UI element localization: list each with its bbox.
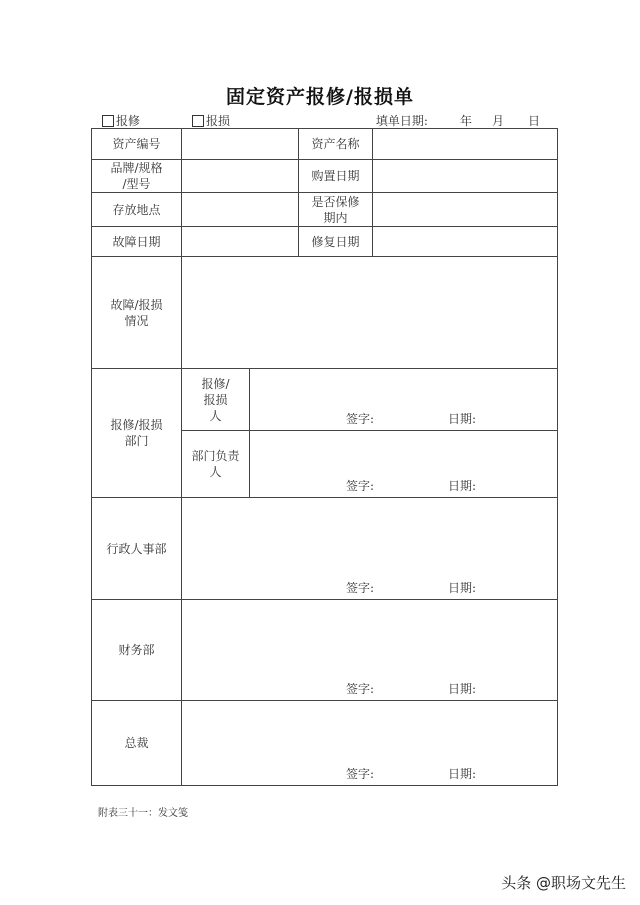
reporting-dept-label: 报修/报损 部门 (92, 369, 182, 498)
finance-signature-field[interactable] (182, 600, 558, 701)
president-label: 总裁 (92, 701, 182, 786)
fault-description-field[interactable] (182, 257, 558, 369)
asset-name-field[interactable] (373, 129, 558, 160)
asset-no-field[interactable] (182, 129, 299, 160)
asset-repair-form-table (91, 128, 558, 786)
repair-label: 报修 (116, 114, 141, 128)
location-label: 存放地点 (92, 193, 182, 227)
form-header (92, 110, 556, 128)
damage-label: 报损 (206, 114, 231, 128)
month-label: 月 (491, 114, 504, 128)
admin-hr-signature-field[interactable] (182, 498, 558, 600)
location-field[interactable] (182, 193, 299, 227)
year-label: 年 (459, 114, 472, 128)
president-signature-field[interactable] (182, 701, 558, 786)
brand-model-field[interactable] (182, 160, 299, 193)
page-title: 固定资产报修/报损单 (226, 86, 414, 108)
date-label: 日期: (448, 412, 477, 426)
asset-name-label: 资产名称 (299, 129, 373, 160)
repair-date-field[interactable] (373, 227, 558, 257)
purchase-date-field[interactable] (373, 160, 558, 193)
date-label: 日期: (448, 581, 477, 595)
repair-checkbox[interactable] (102, 112, 140, 129)
brand-model-label: 品牌/规格 /型号 (92, 160, 182, 193)
reporter-signature-field[interactable] (250, 369, 558, 431)
admin-hr-label: 行政人事部 (92, 498, 182, 600)
dept-head-signature-field[interactable] (250, 431, 558, 498)
sign-label: 签字: (346, 581, 375, 595)
checkbox-icon[interactable] (102, 115, 114, 127)
watermark: 头条 @职场文先生 (501, 874, 626, 892)
sign-label: 签字: (346, 767, 375, 781)
fill-date-label: 填单日期: (375, 114, 428, 128)
asset-no-label: 资产编号 (92, 129, 182, 160)
sign-label: 签字: (346, 682, 375, 696)
date-label: 日期: (448, 682, 477, 696)
warranty-label: 是否保修 期内 (299, 193, 373, 227)
fault-date-field[interactable] (182, 227, 299, 257)
sign-label: 签字: (346, 412, 375, 426)
day-label: 日 (527, 114, 540, 128)
finance-label: 财务部 (92, 600, 182, 701)
date-label: 日期: (448, 767, 477, 781)
reporter-label: 报修/ 报损 人 (182, 369, 250, 431)
repair-date-label: 修复日期 (299, 227, 373, 257)
date-label: 日期: (448, 479, 477, 493)
purchase-date-label: 购置日期 (299, 160, 373, 193)
footnote: 附表三十一：发文笺 (98, 808, 188, 819)
damage-checkbox[interactable] (192, 112, 230, 129)
fault-description-label: 故障/报损 情况 (92, 257, 182, 369)
dept-head-label: 部门负责 人 (182, 431, 250, 498)
fill-date (376, 112, 556, 129)
checkbox-icon[interactable] (192, 115, 204, 127)
warranty-field[interactable] (373, 193, 558, 227)
fault-date-label: 故障日期 (92, 227, 182, 257)
sign-label: 签字: (346, 479, 375, 493)
